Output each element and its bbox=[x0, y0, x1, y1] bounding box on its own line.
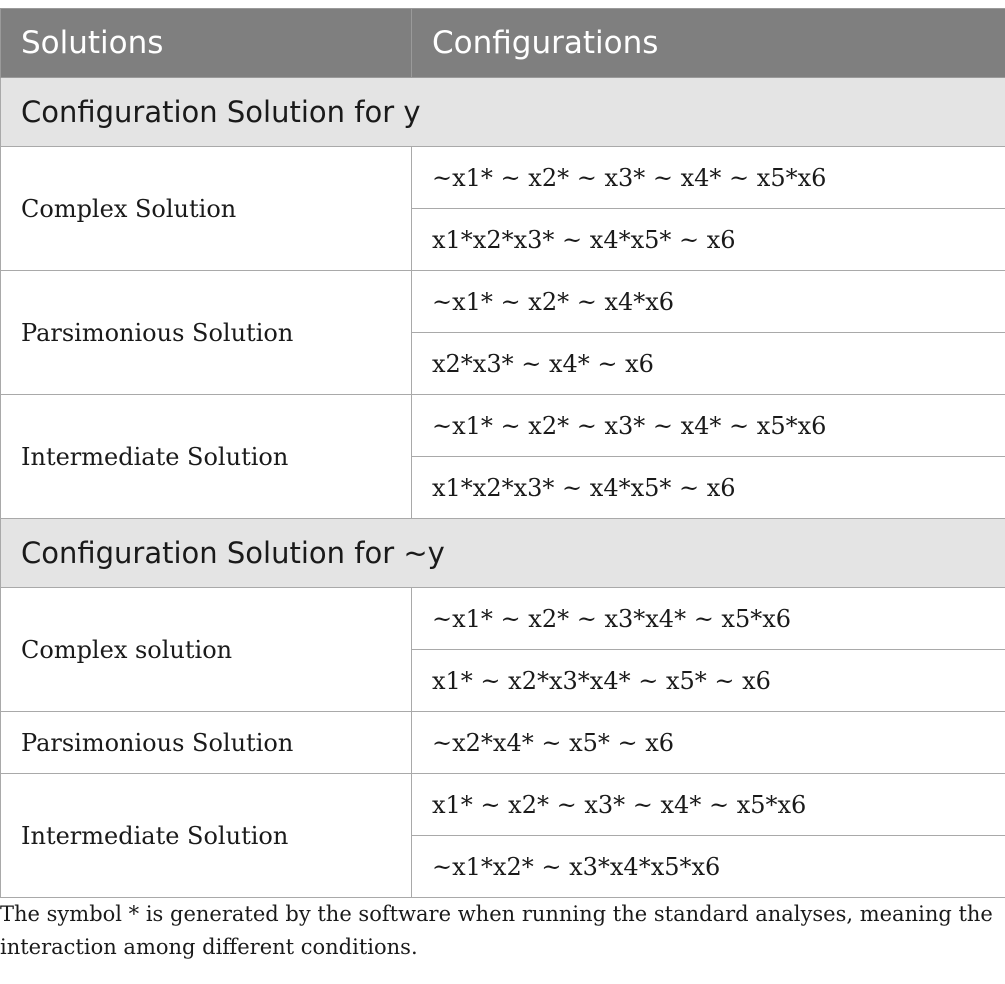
config-cell: x1*x2*x3* ~ x4*x5* ~ x6 bbox=[412, 209, 1005, 271]
solution-cell: Complex solution bbox=[1, 588, 412, 712]
solution-cell: Intermediate Solution bbox=[1, 774, 412, 898]
header-solutions: Solutions bbox=[1, 9, 412, 78]
config-cell: ~x1* ~ x2* ~ x4*x6 bbox=[412, 271, 1005, 333]
config-cell: ~x1* ~ x2* ~ x3*x4* ~ x5*x6 bbox=[412, 588, 1005, 650]
config-cell: ~x1*x2* ~ x3*x4*x5*x6 bbox=[412, 836, 1005, 898]
config-cell: x2*x3* ~ x4* ~ x6 bbox=[412, 333, 1005, 395]
table-row bbox=[1, 588, 1005, 650]
header-configurations: Configurations bbox=[412, 9, 1005, 78]
solution-cell: Complex Solution bbox=[1, 147, 412, 271]
solutions-table bbox=[0, 8, 1005, 898]
config-cell: x1*x2*x3* ~ x4*x5* ~ x6 bbox=[412, 457, 1005, 519]
table-row bbox=[1, 395, 1005, 457]
section-title: Configuration Solution for y bbox=[1, 78, 1005, 147]
table-row bbox=[1, 774, 1005, 836]
section-title: Configuration Solution for ~y bbox=[1, 519, 1005, 588]
table-header-row bbox=[1, 9, 1005, 78]
solution-cell: Parsimonious Solution bbox=[1, 271, 412, 395]
section-row-y bbox=[1, 78, 1005, 147]
solution-cell: Parsimonious Solution bbox=[1, 712, 412, 774]
config-cell: ~x1* ~ x2* ~ x3* ~ x4* ~ x5*x6 bbox=[412, 147, 1005, 209]
config-cell: x1* ~ x2*x3*x4* ~ x5* ~ x6 bbox=[412, 650, 1005, 712]
config-cell: ~x1* ~ x2* ~ x3* ~ x4* ~ x5*x6 bbox=[412, 395, 1005, 457]
solution-cell: Intermediate Solution bbox=[1, 395, 412, 519]
table-row bbox=[1, 712, 1005, 774]
table-row bbox=[1, 147, 1005, 209]
config-cell: x1* ~ x2* ~ x3* ~ x4* ~ x5*x6 bbox=[412, 774, 1005, 836]
config-cell: ~x2*x4* ~ x5* ~ x6 bbox=[412, 712, 1005, 774]
table-row bbox=[1, 271, 1005, 333]
section-row-not-y bbox=[1, 519, 1005, 588]
table-footnote: The symbol * is generated by the software when running the standard analyses, meaning the interaction among different conditions. bbox=[0, 902, 993, 959]
